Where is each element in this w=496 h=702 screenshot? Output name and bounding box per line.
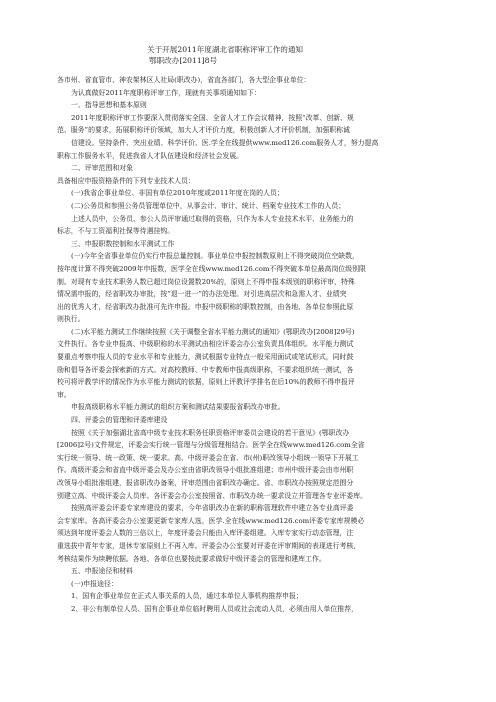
body-line: 出的优秀人才，经省职改办批准可先许申报。申报中级职称的职数控制，由各地、各单位参照此原 bbox=[57, 302, 354, 311]
body-line: 情况需申报的，经省职改办审批，按“退一进一”的办法处理。对引进高层次和急需人才、业绩突 bbox=[57, 290, 347, 299]
body-line: 申报高级职称水平能力测试的组织方案和测试结果要报省职改办审批。 bbox=[71, 403, 285, 412]
body-line: 励和倡导各评委会探索新的方式。对高校教师、中专教师申报高级职称，不要求组织统一测试，各 bbox=[57, 365, 354, 374]
body-line: 会专家库。各高评委会办公室要更新专家库人选，医学.全在线www.med126.com评委专家库规模必 bbox=[57, 516, 365, 525]
body-line: 校可将评教学评的情况作为水平能力测试的依据，原则上评教评学排名在后10%的教师不得申报评 bbox=[57, 378, 355, 387]
body-line: 重选拔中青年专家，退休专家原则上不再入库。评委会办公室要对评委在评审期间的表现进行考核， bbox=[57, 541, 361, 550]
body-line: 须达到年度评委会人数的三倍以上，年度评委会只能由入库评委组建。入库专家实行动态管理，注 bbox=[57, 529, 354, 538]
body-line: 二、评审范围和对象 bbox=[71, 164, 134, 173]
body-line: 审。 bbox=[57, 390, 71, 399]
body-line: 则执行。 bbox=[57, 315, 85, 324]
body-line: 按照高评委会评委专家库建设的要求，今年省职改办在新的职称管理软件中建立各专业高评委 bbox=[71, 504, 354, 513]
body-line: 各市州、省直管市、神农架林区人社局(职改办)，省直各部门，各大型企事业单位： bbox=[57, 76, 311, 84]
document-number: 鄂职改办[2011]8号 bbox=[149, 56, 218, 65]
body-line: 2011年度职称评审工作要深入贯彻落实全国、全省人才工作会议精神，按照“改革、创新、规 bbox=[71, 113, 354, 122]
document-body bbox=[57, 74, 444, 616]
body-line: 一、指导思想和基本原则 bbox=[71, 101, 147, 110]
body-line: 文件执行。各专业申报高、中级职称的水平测试由相应评委会办公室负责具体组织。水平能力测试 bbox=[57, 340, 354, 349]
body-line: [2006]2号)文件规定，评委会实行统一管理与分级管理相结合。医学全在线www.med126.com全省 bbox=[57, 441, 365, 450]
body-line: 信建设。坚持条件、突出业绩、科学评价、医.学全在线提供www.med126.com服务人才，努力提高 bbox=[71, 138, 379, 147]
title-block bbox=[147, 44, 444, 66]
body-line: 三、申报职数控制和水平测试工作 bbox=[71, 239, 175, 248]
body-line: 实行统一领导、统一政策、统一要求。高、中级评委会在省、市(州)职改领导小组统一领导下开展工 bbox=[57, 453, 359, 462]
body-line: 别建立高、中级评委会人员库。各评委会办公室按照省、市职改办统一要求设立并管理各专业评委库。 bbox=[57, 491, 368, 500]
body-line: 具备相应申报资格条件的下列专业技术人员： bbox=[57, 176, 195, 185]
body-line: 范、服务”的要求，拓展职称评价领域，加大人才评价力度，积极创新人才评价机制，加强职称诚 bbox=[57, 126, 350, 135]
body-line: 1、国有企事业单位在正式人事关系的人员，通过本单位人事机构推荐申报； bbox=[71, 592, 303, 601]
body-line: 上述人员中，公务员、参公人员评审通过取得的资格，只作为本人专业技术水平、业务能力的 bbox=[71, 214, 354, 223]
body-line: 为认真做好2011年度职称评审工作，现就有关事项通知如下： bbox=[71, 88, 261, 97]
body-line: 改领导小组批准组建，报省职改办备案，评审范围由省职改办确定。省、市职改办按照规定范围分 bbox=[57, 479, 354, 487]
body-line: 四、评委会的管理和评委库建设 bbox=[71, 416, 168, 425]
body-line: 作。高级评委会和省直中级评委会及办公室由省职改领导小组批准组建；市州中级评委会由市州职 bbox=[57, 466, 354, 475]
body-line: 五、申报途径和材料 bbox=[71, 567, 134, 576]
body-line: 标志，不与工资福利社保等待遇挂钩。 bbox=[57, 227, 175, 236]
body-line: (一)申报途径： bbox=[71, 579, 118, 588]
body-line: 按年度计算不得突破2009年申报数，医学全在线www.med126.com不得突破本单位最高岗位级别限 bbox=[57, 264, 366, 273]
body-line: 制。对现有专业技术职务人数已超过岗位设置数20%的，原则上不得申报本级别的职称评审，特殊 bbox=[57, 277, 355, 286]
body-line: (一)我省企事业单位、非国有单位2010年度或2011年度在岗的人员； bbox=[71, 189, 284, 198]
body-line: 2、非公有制单位人员、国有企事业单位临时聘用人员或社会流动人员，必须由用人单位推荐， bbox=[71, 604, 358, 613]
body-line: 考核结果作为续聘依据。各地、各单位也要按此要求做好中级评委会的管理和建库工作。 bbox=[57, 554, 326, 563]
body-line: 按照《关于加强湖北省高中级专业技术职务任职资格评审委员会建设的若干意见》(鄂职改办 bbox=[71, 428, 350, 437]
body-line: (二)公务员和参照公务员管理单位中，从事会计、审计、统计、档案专业技术工作的人员； bbox=[71, 201, 346, 210]
body-line: (二)水平能力测试工作继续按照《关于调整全省水平能力测试的通知》(鄂职改办[2008]29号) bbox=[71, 327, 355, 336]
body-line: 要重点考察申报人员的专业水平和专业能力，测试根据专业特点一般采用面试或笔试形式，同时鼓 bbox=[57, 353, 354, 362]
body-line: 职称工作服务水平，促进我省人才队伍建设和经济社会发展。 bbox=[57, 151, 244, 160]
body-line: (一)今年全省事业单位仍实行申报总量控制。事业单位申报控制数原则上不得突破岗位空缺数， bbox=[71, 252, 359, 261]
document-title: 关于开展2011年度湖北省职称评审工作的通知 bbox=[147, 45, 304, 54]
